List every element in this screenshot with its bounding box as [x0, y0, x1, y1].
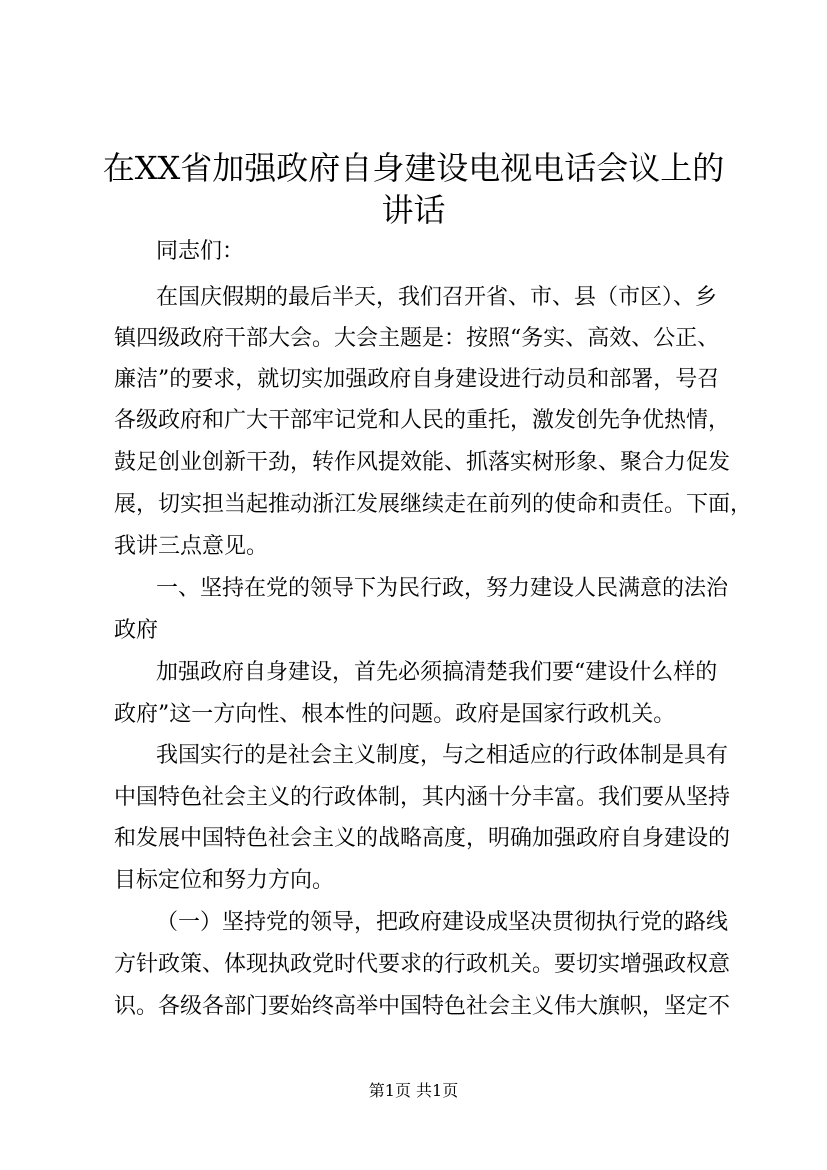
body-text-line: 目标定位和努力方向。 — [114, 868, 335, 893]
body-text-line: 鼓足创业创新干劲，转作风提效能、抓落实树形象、聚合力促发 — [114, 450, 731, 475]
body-text-line: 方针政策、体现执政党时代要求的行政机关。要切实增强政权意 — [114, 952, 731, 977]
salutation: 同志们： — [156, 239, 245, 264]
page-number-footer: 第1页 共1页 — [368, 1081, 459, 1100]
body-text-line: 各级政府和广大干部牢记党和人民的重托，激发创先争优热情， — [114, 408, 731, 433]
body-text-line: 我国实行的是社会主义制度，与之相适应的行政体制是具有 — [156, 743, 729, 768]
section-heading-line: 政府 — [114, 618, 159, 643]
body-text-line: 镇四级政府干部大会。大会主题是：按照“务实、高效、公正、 — [114, 326, 720, 351]
body-text-line: 在国庆假期的最后半天，我们召开省、市、县（市区）、乡 — [156, 285, 718, 310]
document-title-line-2: 讲话 — [381, 191, 446, 229]
section-heading-line: 一、坚持在党的领导下为民行政，努力建设人民满意的法治 — [156, 576, 729, 601]
body-text-line: 我讲三点意见。 — [114, 534, 269, 559]
body-text-line: 和发展中国特色社会主义的战略高度，明确加强政府自身建设的 — [114, 826, 731, 851]
body-text-line: 廉洁”的要求，就切实加强政府自身建设进行动员和部署，号召 — [114, 367, 720, 392]
body-text-line: 识。各级各部门要始终高举中国特色社会主义伟大旗帜，坚定不 — [114, 994, 731, 1019]
subsection-text-line: （一）坚持党的领导，把政府建设成坚决贯彻执行党的路线 — [156, 910, 729, 935]
body-text-line: 中国特色社会主义的行政体制，其内涵十分丰富。我们要从坚持 — [114, 785, 731, 810]
body-text-line: 加强政府自身建设，首先必须搞清楚我们要“建设什么样的 — [156, 660, 718, 685]
body-text-line: 展，切实担当起推动浙江发展继续走在前列的使命和责任。下面， — [114, 492, 753, 517]
document-title-line-1: 在XX省加强政府自身建设电视电话会议上的 — [102, 149, 725, 187]
body-text-line: 政府”这一方向性、根本性的问题。政府是国家行政机关。 — [114, 702, 676, 727]
